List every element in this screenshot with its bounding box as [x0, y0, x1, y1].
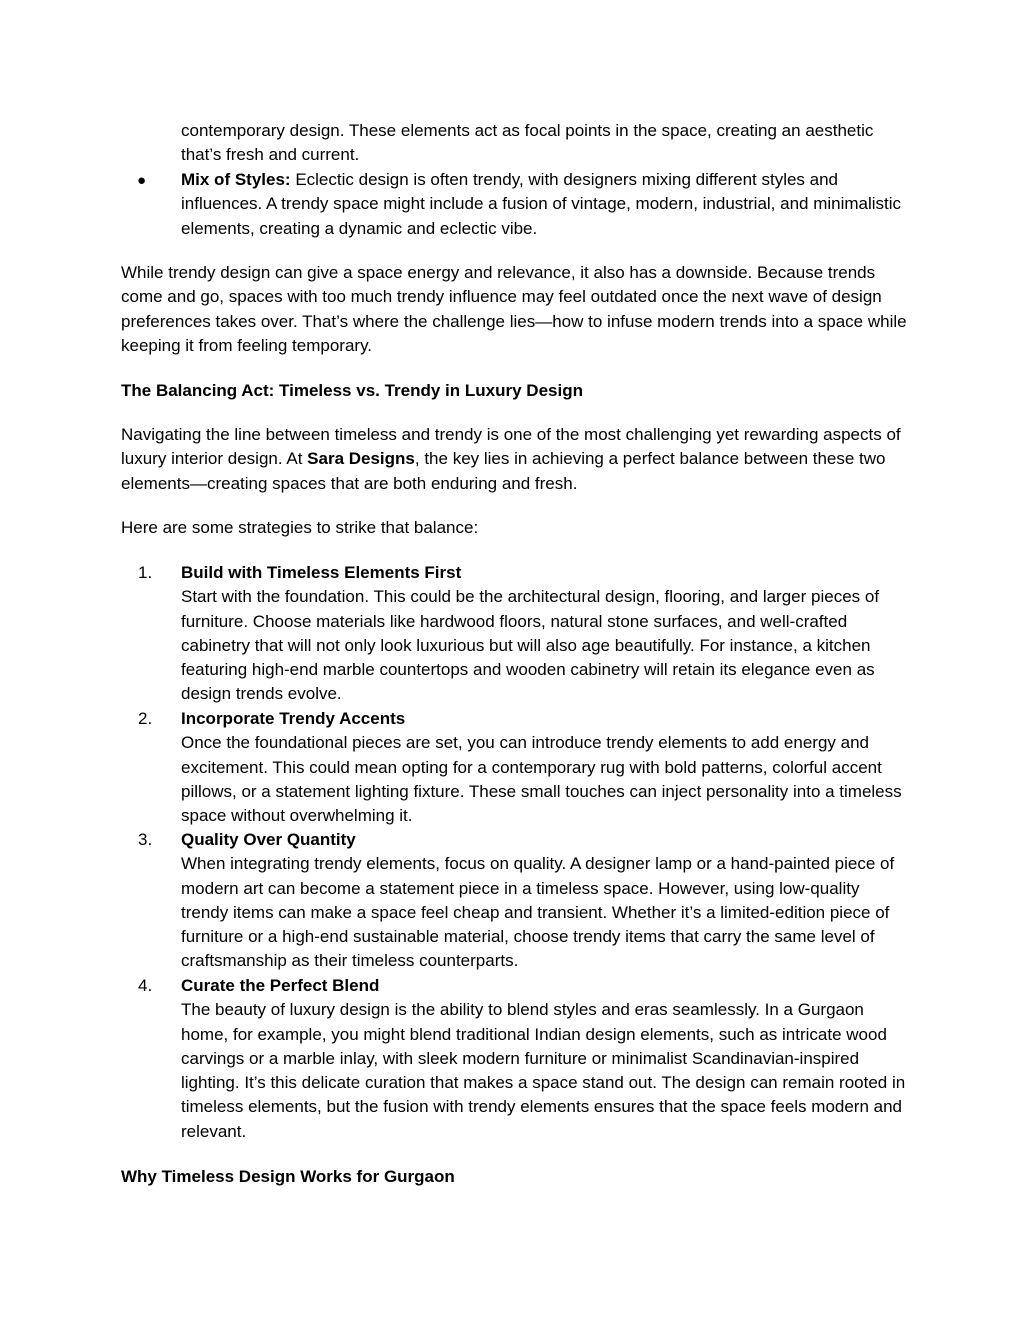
brand-name: Sara Designs — [307, 449, 415, 469]
section-heading-gurgaon: Why Timeless Design Works for Gurgaon — [121, 1167, 455, 1186]
bullet-text: Eclectic design is often trendy, with designers mixing different styles and influences. A trendy space might include a fusion of vintage, modern, industrial, and minimalistic elements, creating a dynamic and eclectic vibe. — [181, 170, 902, 238]
intro-continuation: contemporary design. These elements act as focal points in the space, creating an aesthetic that’s fresh and current. — [181, 121, 874, 165]
list-item-title: Curate the Perfect Blend — [181, 976, 380, 995]
paragraph-trendy-downside: While trendy design can give a space energy and relevance, it also has a downside. Because trends come and go, spaces with too much trendy influence may feel outdated once the next wave of design preferences takes over. That’s where the challenge lies—how to infuse modern trends into a space while keeping it from feeling temporary. — [121, 263, 907, 355]
paragraph-navigating-before: Navigating the line between timeless and trendy is one of the most challenging yet rewarding aspects of luxury interior design. At — [121, 425, 901, 469]
list-item — [181, 828, 911, 974]
list-number: 2. — [138, 709, 153, 728]
paragraph-navigating-after: , the key lies in achieving a perfect balance between these two elements—creating spaces that are both enduring and fresh. — [121, 449, 886, 493]
list-item-text: Once the foundational pieces are set, you can introduce trendy elements to add energy and excitement. This could mean opting for a contemporary rug with bold patterns, colorful accent pillows, or a statement lighting fixture. These small touches can inject personality into a timeless space without overwhelming it. — [181, 733, 902, 826]
list-number: 3. — [138, 830, 153, 849]
list-item-title: Incorporate Trendy Accents — [181, 709, 406, 728]
bullet-item-mix-of-styles — [181, 168, 911, 241]
section-heading-balancing-act: The Balancing Act: Timeless vs. Trendy in Luxury Design — [121, 381, 583, 400]
bullet-label: Mix of Styles: — [181, 170, 291, 189]
list-number: 1. — [138, 563, 153, 582]
list-item-text: When integrating trendy elements, focus on quality. A designer lamp or a hand-painted piece of modern art can become a statement piece in a timeless space. However, using low-quality trendy items can make a space feel cheap and transient. Whether it’s a limited-edition piece of furniture or a high-end sustainable material, choose trendy items that carry the same level of craftsmanship as their timeless counterparts. — [181, 854, 895, 971]
paragraph-strategies-intro: Here are some strategies to strike that balance: — [121, 518, 479, 537]
list-item — [181, 974, 911, 1144]
list-item — [181, 561, 911, 707]
list-item — [181, 707, 911, 828]
list-item-title: Build with Timeless Elements First — [181, 563, 462, 582]
list-item-text: Start with the foundation. This could be the architectural design, flooring, and larger pieces of furniture. Choose materials like hardwood floors, natural stone surfaces, and well-crafted cabinetry that will not only look luxurious but will also age beautifully. For instance, a kitchen featuring high-end marble countertops and wooden cabinetry will retain its elegance even as design trends evolve. — [181, 587, 880, 704]
list-item-title: Quality Over Quantity — [181, 830, 356, 849]
list-item-text: The beauty of luxury design is the ability to blend styles and eras seamlessly. In a Gurgaon home, for example, you might blend traditional Indian design elements, such as intricate wood carvings or a marble inlay, with sleek modern furniture or minimalist Scandinavian-inspired lighting. It’s this delicate curation that makes a space stand out. The design can remain rooted in timeless elements, but the fusion with trendy elements ensures that the space feels modern and relevant. — [181, 1000, 906, 1141]
bullet-marker: ● — [137, 172, 147, 189]
list-number: 4. — [138, 976, 153, 995]
paragraph-navigating — [121, 423, 911, 496]
